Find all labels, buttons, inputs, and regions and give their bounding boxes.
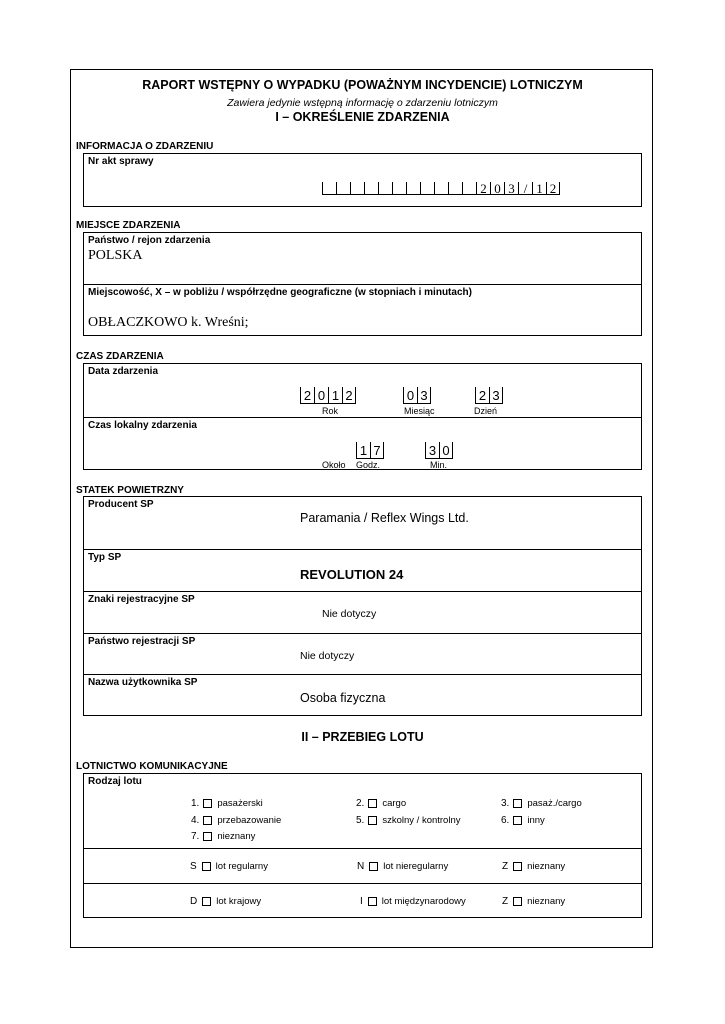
producer-value[interactable]: Paramania / Reflex Wings Ltd.: [300, 511, 469, 525]
option-unknown[interactable]: 7. nieznany: [191, 831, 256, 842]
aircraft-box: [83, 496, 642, 716]
approx-caption: Około: [322, 460, 346, 470]
day-digit: 3: [489, 387, 503, 404]
checkbox[interactable]: [513, 816, 522, 825]
type-value[interactable]: REVOLUTION 24: [300, 567, 404, 582]
minute-caption: Min.: [430, 460, 448, 470]
section-commercial-aviation: LOTNICTWO KOMUNIKACYJNE: [76, 761, 228, 772]
day-digit: 2: [475, 387, 489, 404]
checkbox[interactable]: [368, 897, 377, 906]
producer-label: Producent SP: [88, 499, 154, 510]
country-label: Państwo / rejon zdarzenia: [88, 235, 211, 246]
option-other[interactable]: 6. inny: [501, 815, 545, 826]
case-digit: /: [518, 182, 532, 195]
option-training[interactable]: 5. szkolny / kontrolny: [356, 815, 461, 826]
month-caption: Miesiąc: [404, 406, 435, 416]
flight-type-row: [84, 774, 641, 849]
type-row: [84, 550, 641, 592]
checkbox[interactable]: [203, 832, 212, 841]
section-event-time: CZAS ZDARZENIA: [76, 351, 164, 362]
option-cargo[interactable]: 2. cargo: [356, 798, 407, 809]
option-regularity-unknown[interactable]: Z nieznany: [502, 861, 566, 872]
checkbox[interactable]: [368, 816, 377, 825]
day-field[interactable]: [475, 387, 503, 404]
section-aircraft: STATEK POWIETRZNY: [76, 485, 184, 496]
hour-field[interactable]: [356, 442, 384, 459]
case-digit: 3: [504, 182, 518, 195]
case-number-label: Nr akt sprawy: [88, 156, 154, 167]
registration-country-value[interactable]: Nie dotyczy: [300, 650, 355, 662]
minute-field[interactable]: [425, 442, 453, 459]
day-caption: Dzień: [474, 406, 498, 416]
flight-type-label: Rodzaj lotu: [88, 776, 142, 787]
option-passenger[interactable]: 1. pasażerski: [191, 798, 263, 809]
option-domestic[interactable]: D lot krajowy: [190, 896, 262, 907]
case-digit: 2: [546, 182, 560, 195]
user-row: [84, 675, 641, 715]
registration-row: [84, 592, 641, 634]
section-event-place: MIEJSCE ZDARZENIA: [76, 220, 181, 231]
year-digit: 2: [300, 387, 314, 404]
checkbox[interactable]: [203, 816, 212, 825]
producer-row: [84, 497, 641, 550]
regularity-row: [84, 849, 641, 884]
place-box: [83, 232, 642, 336]
year-digit: 1: [328, 387, 342, 404]
case-digit: 0: [490, 182, 504, 195]
user-label: Nazwa użytkownika SP: [88, 677, 198, 688]
checkbox[interactable]: [202, 897, 211, 906]
year-field[interactable]: [300, 387, 356, 404]
location-row: [84, 285, 641, 335]
report-title: RAPORT WSTĘPNY O WYPADKU (POWAŻNYM INCYDENCIE) LOTNICZYM: [142, 78, 583, 92]
option-regular[interactable]: S lot regularny: [190, 861, 268, 872]
country-row: [84, 233, 641, 285]
country-value[interactable]: POLSKA: [88, 248, 143, 263]
checkbox[interactable]: [202, 862, 211, 871]
year-caption: Rok: [322, 406, 339, 416]
option-passenger-cargo[interactable]: 3. pasaż./cargo: [501, 798, 582, 809]
checkbox[interactable]: [369, 862, 378, 871]
local-time-label: Czas lokalny zdarzenia: [88, 420, 197, 431]
year-digit: 0: [314, 387, 328, 404]
option-ferry[interactable]: 4. przebazowanie: [191, 815, 282, 826]
option-scope-unknown[interactable]: Z nieznany: [502, 896, 566, 907]
case-digit: 2: [476, 182, 490, 195]
month-field[interactable]: [403, 387, 431, 404]
minute-digit: 0: [439, 442, 453, 459]
report-subtitle: Zawiera jedynie wstępną informację o zdarzeniu lotniczym: [227, 97, 498, 109]
checkbox[interactable]: [513, 799, 522, 808]
location-value[interactable]: OBŁACZKOWO k. Wreśni;: [88, 315, 249, 330]
part2-title: II – PRZEBIEG LOTU: [301, 730, 424, 744]
month-digit: 3: [417, 387, 431, 404]
checkbox[interactable]: [368, 799, 377, 808]
registration-country-row: [84, 634, 641, 675]
case-number-box: [83, 153, 642, 207]
flight-type-box: [83, 773, 642, 918]
hour-caption: Godz.: [356, 460, 381, 470]
registration-value[interactable]: Nie dotyczy: [322, 608, 377, 620]
location-label: Miejscowość, X – w pobliżu / współrzędne geograficzne (w stopniach i minutach): [88, 287, 472, 298]
case-number-field[interactable]: [322, 182, 560, 195]
registration-country-label: Państwo rejestracji SP: [88, 636, 196, 647]
case-digit: 1: [532, 182, 546, 195]
hour-digit: 1: [356, 442, 370, 459]
checkbox[interactable]: [513, 862, 522, 871]
type-label: Typ SP: [88, 552, 122, 563]
checkbox[interactable]: [513, 897, 522, 906]
option-international[interactable]: I lot międzynarodowy: [360, 896, 466, 907]
part1-title: I – OKREŚLENIE ZDARZENIA: [275, 110, 450, 124]
report-form: [70, 69, 653, 948]
section-event-info: INFORMACJA O ZDARZENIU: [76, 141, 214, 152]
date-row: [84, 364, 641, 418]
registration-label: Znaki rejestracyjne SP: [88, 594, 195, 605]
month-digit: 0: [403, 387, 417, 404]
time-box: [83, 363, 642, 470]
scope-row: [84, 884, 641, 917]
date-label: Data zdarzenia: [88, 366, 159, 377]
minute-digit: 3: [425, 442, 439, 459]
checkbox[interactable]: [203, 799, 212, 808]
local-time-row: [84, 418, 641, 469]
hour-digit: 7: [370, 442, 384, 459]
user-value[interactable]: Osoba fizyczna: [300, 691, 386, 705]
option-irregular[interactable]: N lot nieregularny: [357, 861, 449, 872]
year-digit: 2: [342, 387, 356, 404]
